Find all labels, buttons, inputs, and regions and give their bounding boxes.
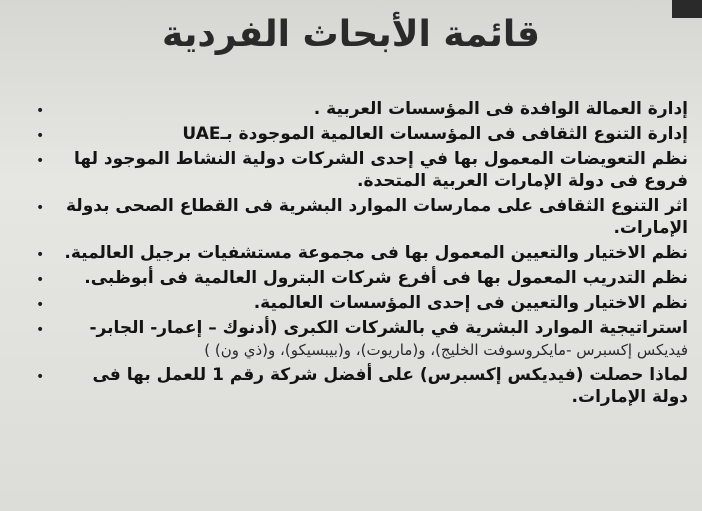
bullet-icon: • <box>36 369 45 385</box>
list-item-text: نظم التعويضات المعمول بها في إحدى الشركات دولية النشاط الموجود لها فروع فى دولة الإمارات العربية المتحدة. <box>73 149 688 191</box>
list-item <box>28 148 688 192</box>
list-item-text: إدارة التنوع الثقافى فى المؤسسات العالمية الموجودة بـUAE <box>182 124 688 144</box>
list-item-text: نظم التدريب المعمول بها فى أفرع شركات البترول العالمية فى أبوظبى. <box>84 268 688 288</box>
list-item-text: نظم الاختيار والتعيين فى إحدى المؤسسات العالمية. <box>253 293 688 313</box>
bullet-icon: • <box>36 153 45 169</box>
bullet-icon: • <box>36 200 45 216</box>
list-item <box>28 317 688 361</box>
list-item <box>28 267 688 289</box>
list-item <box>28 195 688 239</box>
bullet-icon: • <box>36 247 45 263</box>
list-item-text: اثر التنوع الثقافى على ممارسات الموارد البشرية فى القطاع الصحى بدولة الإمارات. <box>66 196 688 238</box>
research-list <box>28 98 688 411</box>
list-item <box>28 98 688 120</box>
list-item-text: لماذا حصلت (فيديكس إكسبرس) على أفضل شركة رقم 1 للعمل بها فى دولة الإمارات. <box>92 365 688 407</box>
bullet-icon: • <box>36 297 45 313</box>
list-item <box>28 292 688 314</box>
list-item <box>28 242 688 264</box>
list-item-text: إدارة العمالة الوافدة فى المؤسسات العربية . <box>313 99 688 119</box>
list-item <box>28 123 688 145</box>
bullet-icon: • <box>36 128 45 144</box>
list-item-text: نظم الاختيار والتعيين المعمول بها فى مجموعة مستشفيات برجيل العالمية. <box>64 243 688 263</box>
bullet-icon: • <box>36 272 45 288</box>
slide-title: قائمة الأبحاث الفردية <box>162 14 540 55</box>
list-item-text: استراتيجية الموارد البشرية في بالشركات الكبرى (أدنوك – إعمار- الجابر- <box>89 318 688 338</box>
bullet-icon: • <box>36 322 45 338</box>
list-item-subtext: فيديكس إكسبرس -مايكروسوفت الخليج)، و(ماريوت)، و(بيبسيكو)، و(ذي ون) ) <box>204 341 688 359</box>
bullet-icon: • <box>36 103 45 119</box>
list-item <box>28 364 688 408</box>
